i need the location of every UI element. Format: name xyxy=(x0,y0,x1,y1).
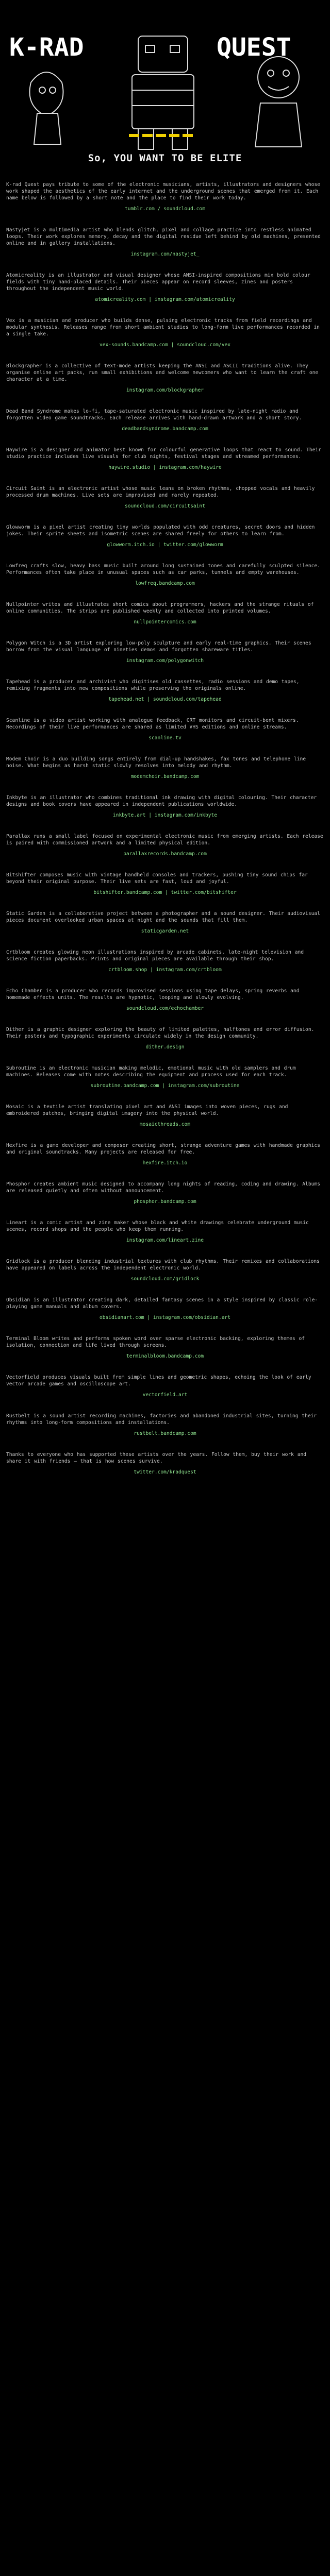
robot-head-icon xyxy=(138,36,188,72)
entry-text: Atomicreality is an illustrator and visual designer whose ANSI-inspired compositions mix bold colour fields with tiny hand-placed details. Their pieces appear on record sleeves, zines and posters throughout the independent music world. xyxy=(6,273,310,292)
list-item xyxy=(6,833,324,857)
list-item xyxy=(6,1335,324,1360)
list-item xyxy=(6,1065,324,1089)
list-item xyxy=(6,1219,324,1244)
list-item xyxy=(6,447,324,471)
entry-links[interactable]: tumblr.com / soundcloud.com xyxy=(125,206,205,212)
list-item xyxy=(6,1413,324,1437)
list-item xyxy=(6,601,324,625)
entry-links[interactable]: scanline.tv xyxy=(148,735,182,741)
entry-links[interactable]: instagram.com/lineart.zine xyxy=(126,1238,204,1243)
entry-text: Scanline is a video artist working with analogue feedback, CRT monitors and circuit-bent mixers. Recordings of their live performances are shared as limited VHS editions and online streams. xyxy=(6,718,299,730)
list-item xyxy=(6,988,324,1012)
entry-text: Circuit Saint is an electronic artist whose music leans on broken rhythms, chopped vocals and heavily processed drum machines. Live sets are improvised and rarely repeated. xyxy=(6,486,315,498)
list-item xyxy=(6,181,324,212)
entry-text: Blockgrapher is a collective of text-mode artists keeping the ANSI and ASCII traditions alive. They organise online art packs, run small exhibitions and welcome newcomers who want to learn the craft one character at a time. xyxy=(6,363,319,382)
entry-links[interactable]: bitshifter.bandcamp.com | twitter.com/bitshifter xyxy=(93,890,237,895)
entry-text: Subroutine is an electronic musician making melodic, emotional music with old samplers and drum machines. Releases come with notes describing the equipment and process used for each track. xyxy=(6,1065,296,1078)
list-item xyxy=(6,1451,324,1476)
entry-links[interactable]: twitter.com/kradquest xyxy=(134,1469,196,1475)
entry-links[interactable]: soundcloud.com/gridlock xyxy=(130,1276,200,1282)
list-item xyxy=(6,717,324,741)
entry-links[interactable]: mosaicthreads.com xyxy=(139,1122,191,1127)
entry-text: Nullpointer writes and illustrates short comics about programmers, hackers and the strange rituals of online communities. The strips are published weekly and collected into printed volumes. xyxy=(6,602,314,614)
entry-text: Inkbyte is an illustrator who combines traditional ink drawing with digital colouring. Their character designs and book covers have appeared in independent publications worldwide. xyxy=(6,795,317,807)
list-item xyxy=(6,679,324,703)
entry-text: Nastyjet is a multimedia artist who blends glitch, pixel and collage practice into restless animated loops. Their work explores memory, decay and the digital residue left behind by old machines, presented online and in gallery installations. xyxy=(6,227,321,246)
banner-art xyxy=(0,0,330,170)
entry-links[interactable]: haywire.studio | instagram.com/haywire xyxy=(108,465,222,470)
entry-text: Polygon Witch is a 3D artist exploring low-poly sculpture and early real-time graphics. Their scenes borrow from the visual language of nineties demos and forgotten shareware titles. xyxy=(6,640,311,653)
entry-text: Glowworm is a pixel artist creating tiny worlds populated with odd creatures, secret doors and hidden jokes. Their sprite sheets and isometric scenes are shared freely for others to learn from. xyxy=(6,524,315,537)
banner-title-left: K-RAD xyxy=(9,33,84,62)
list-item xyxy=(6,1374,324,1398)
entry-links[interactable]: hexfire.itch.io xyxy=(142,1160,188,1166)
entry-links[interactable]: atomicreality.com | instagram.com/atomicreality xyxy=(95,297,235,302)
entry-links[interactable]: parallaxrecords.bandcamp.com xyxy=(123,851,207,857)
entry-text: Lineart is a comic artist and zine maker whose black and white drawings celebrate underground music scenes, record shops and the people who keep them running. xyxy=(6,1220,309,1232)
entry-text: Vectorfield produces visuals built from simple lines and geometric shapes, echoing the look of early vector arcade games and oscilloscope art. xyxy=(6,1375,311,1387)
list-item xyxy=(6,794,324,819)
list-item xyxy=(6,227,324,258)
entry-text: Hexfire is a game developer and composer creating short, strange adventure games with handmade graphics and original soundtracks. Many projects are released for free. xyxy=(6,1143,320,1155)
entry-text: Parallax runs a small label focused on experimental electronic music from emerging artists. Each release is paired with commissioned artwork and a limited physical edition. xyxy=(6,834,323,846)
tagline: So, YOU WANT TO BE ELITE xyxy=(88,152,242,164)
entry-text: Gridlock is a producer blending industrial textures with club rhythms. Their remixes and collaborations have appeared on labels across the independent electronic world. xyxy=(6,1259,320,1271)
list-item xyxy=(6,1142,324,1166)
list-item xyxy=(6,524,324,548)
entry-text: Rustbelt is a sound artist recording machines, factories and abandoned industrial sites, turning their rhythms into long-form compositions and installations. xyxy=(6,1413,317,1426)
entry-text: Bitshifter composes music with vintage handheld consoles and trackers, pushing tiny sound chips far beyond their original purpose. Their live sets are fast, loud and joyful. xyxy=(6,872,308,885)
entry-links[interactable]: vex-sounds.bandcamp.com | soundcloud.com/vex xyxy=(99,342,231,348)
entry-links[interactable]: instagram.com/blockgrapher xyxy=(126,387,204,393)
entry-text: Thanks to everyone who has supported these artists over the years. Follow them, buy their work and share it with friends — that is how scenes survive. xyxy=(6,1452,307,1464)
entry-text: Lowfreq crafts slow, heavy bass music built around long sustained tones and carefully sculpted silence. Performances often take place in unusual spaces such as car parks, tunnels and empty warehouses. xyxy=(6,563,320,575)
entry-links[interactable]: staticgarden.net xyxy=(141,928,189,934)
entry-links[interactable]: tapehead.net | soundcloud.com/tapehead xyxy=(108,697,222,702)
entry-text: Tapehead is a producer and archivist who digitises old cassettes, radio sessions and demo tapes, remixing fragments into new compositions while preserving the originals online. xyxy=(6,679,300,691)
entry-links[interactable]: subroutine.bandcamp.com | instagram.com/subroutine xyxy=(90,1083,240,1089)
entry-text: Obsidian is an illustrator creating dark, detailed fantasy scenes in a style inspired by classic role-playing game manuals and album covers. xyxy=(6,1297,318,1310)
entry-links[interactable]: crtbloom.shop | instagram.com/crtbloom xyxy=(108,967,222,973)
entry-text: Static Garden is a collaborative project between a photographer and a sound designer. Their audiovisual pieces document overlooked urban spaces at night and the sounds that fill them. xyxy=(6,911,320,923)
entry-text: Dither is a graphic designer exploring the beauty of limited palettes, halftones and error diffusion. Their posters and typographic experiments circulate widely in the design community. xyxy=(6,1027,315,1039)
list-item xyxy=(6,317,324,348)
list-item xyxy=(6,1104,324,1128)
list-item xyxy=(6,485,324,510)
entry-text: Phosphor creates ambient music designed to accompany long nights of reading, coding and drawing. Albums are released quietly and often without announcement. xyxy=(6,1181,320,1194)
entry-text: Terminal Bloom writes and performs spoken word over sparse electronic backing, exploring themes of isolation, connection and life lived through screens. xyxy=(6,1336,305,1348)
entry-text: Haywire is a designer and animator best known for colourful generative loops that react to sound. Their studio practice includes live visuals for club nights, festival stages and streamed performances. xyxy=(6,447,321,460)
entry-text: K-rad Quest pays tribute to some of the electronic musicians, artists, illustrators and designers whose work shaped the aesthetics of the early internet and the underground scenes that emerged from it. Each name below is followed by a short note and the place to find their work today. xyxy=(6,182,320,201)
entry-text: Modem Choir is a duo building songs entirely from dial-up handshakes, fax tones and telephone line noise. What begins as harsh static slowly resolves into melody and rhythm. xyxy=(6,756,306,769)
entry-links[interactable]: lowfreq.bandcamp.com xyxy=(135,581,195,586)
entry-list xyxy=(6,181,324,1490)
list-item xyxy=(6,1297,324,1321)
entry-links[interactable]: soundcloud.com/circuitsaint xyxy=(125,503,205,509)
entry-links[interactable]: dither.design xyxy=(145,1044,185,1050)
list-item xyxy=(6,949,324,973)
list-item xyxy=(6,1026,324,1050)
list-item xyxy=(6,272,324,303)
entry-text: Vex is a musician and producer who builds dense, pulsing electronic tracks from field recordings and modular synthesis. Releases range from short ambient studies to long-form live performances recorded in a single take. xyxy=(6,318,320,337)
entry-text: Mosaic is a textile artist translating pixel art and ANSI images into woven pieces, rugs and embroidered patches, bringing digital imagery into the physical world. xyxy=(6,1104,288,1116)
entry-links[interactable]: deadbandsyndrome.bandcamp.com xyxy=(122,426,208,432)
entry-text: Dead Band Syndrome makes lo-fi, tape-saturated electronic music inspired by late-night radio and forgotten video game soundtracks. Each release arrives with hand-drawn artwork and a short story. xyxy=(6,409,302,421)
list-item xyxy=(6,756,324,780)
list-item xyxy=(6,363,324,394)
entry-links[interactable]: vectorfield.art xyxy=(142,1392,188,1398)
entry-links[interactable]: soundcloud.com/echochamber xyxy=(126,1006,204,1011)
list-item xyxy=(6,1258,324,1282)
entry-links[interactable]: phosphor.bandcamp.com xyxy=(134,1199,196,1205)
entry-text: Echo Chamber is a producer who records improvised sessions using tape delays, spring reverbs and homemade effects units. The results are hypnotic, looping and slowly evolving. xyxy=(6,988,300,1001)
entry-links[interactable]: nullpointercomics.com xyxy=(134,619,196,625)
right-character-icon xyxy=(258,57,299,98)
entry-links[interactable]: obsidianart.com | instagram.com/obsidian.art xyxy=(99,1315,231,1320)
entry-links[interactable]: instagram.com/polygonwitch xyxy=(126,658,204,664)
entry-text: Crtbloom creates glowing neon illustrations inspired by arcade cabinets, late-night television and science fiction paperbacks. Prints and original pieces are available through their shop. xyxy=(6,950,304,962)
entry-links[interactable]: terminalbloom.bandcamp.com xyxy=(126,1353,204,1359)
entry-links[interactable]: instagram.com/nastyjet_ xyxy=(130,251,200,257)
entry-links[interactable]: inkbyte.art | instagram.com/inkbyte xyxy=(112,812,218,818)
list-item xyxy=(6,640,324,664)
list-item xyxy=(6,563,324,587)
entry-links[interactable]: rustbelt.bandcamp.com xyxy=(134,1431,196,1436)
left-character-icon xyxy=(30,72,63,113)
list-item xyxy=(6,910,324,935)
banner-title-right: QUEST xyxy=(217,33,291,62)
list-item xyxy=(6,1181,324,1205)
list-item xyxy=(6,872,324,896)
list-item xyxy=(6,408,324,432)
entry-links[interactable]: glowworm.itch.io | twitter.com/glowworm xyxy=(107,542,223,548)
entry-links[interactable]: modemchoir.bandcamp.com xyxy=(130,774,200,779)
ascii-banner xyxy=(0,0,330,170)
